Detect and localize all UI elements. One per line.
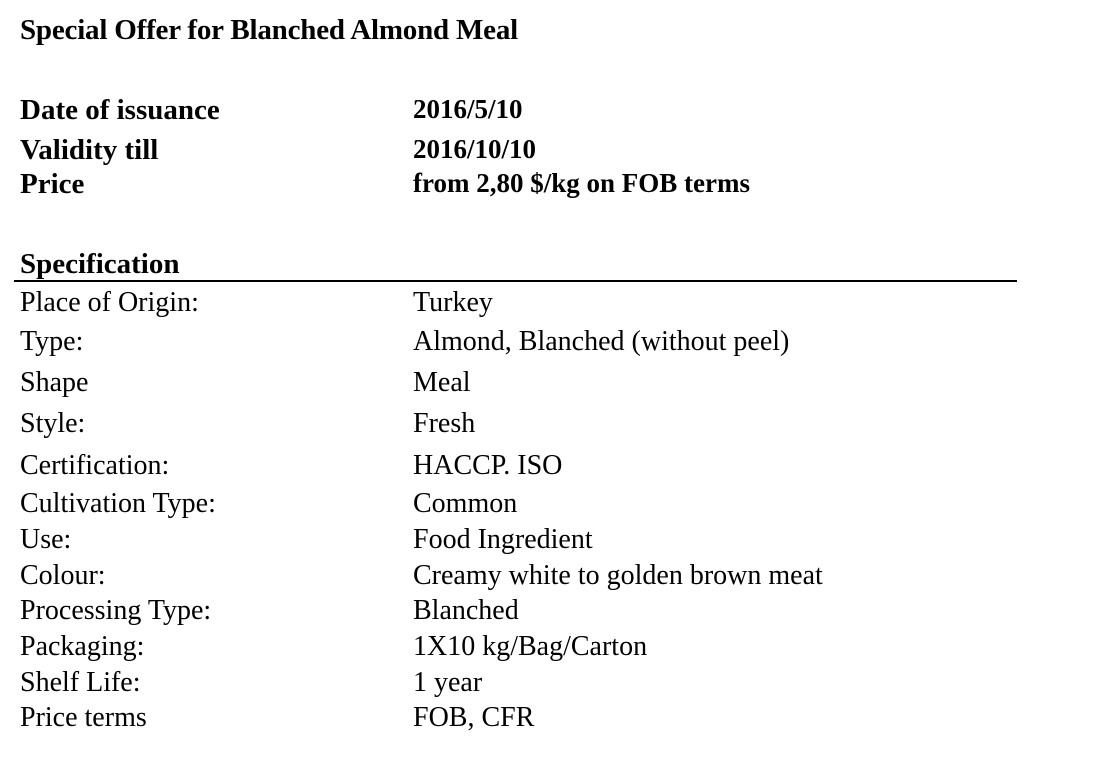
spec-label: Type: — [20, 326, 84, 357]
spec-value: 1 year — [413, 667, 483, 698]
spec-value: Creamy white to golden brown meat — [413, 560, 823, 591]
spec-value: Turkey — [413, 287, 493, 318]
meta-label: Price — [20, 168, 85, 200]
spec-value: Almond, Blanched (without peel) — [413, 326, 790, 357]
spec-value: HACCP. ISO — [413, 450, 563, 481]
meta-label: Validity till — [20, 134, 159, 166]
specification-divider — [14, 280, 1017, 282]
spec-label: Shelf Life: — [20, 667, 141, 698]
spec-value: Food Ingredient — [413, 524, 593, 555]
spec-label: Certification: — [20, 450, 170, 481]
spec-value: Blanched — [413, 595, 519, 626]
spec-label: Packaging: — [20, 631, 145, 662]
meta-label: Date of issuance — [20, 94, 220, 126]
spec-label: Use: — [20, 524, 72, 555]
spec-label: Cultivation Type: — [20, 488, 216, 519]
spec-label: Colour: — [20, 560, 106, 591]
meta-value: 2016/5/10 — [413, 94, 523, 124]
spec-label: Price terms — [20, 702, 147, 733]
spec-value: Meal — [413, 367, 471, 398]
spec-value: Fresh — [413, 408, 476, 439]
meta-value: 2016/10/10 — [413, 134, 537, 164]
spec-value: Common — [413, 488, 518, 519]
spec-label: Processing Type: — [20, 595, 212, 626]
spec-label: Place of Origin: — [20, 287, 199, 318]
document-title: Special Offer for Blanched Almond Meal — [20, 14, 519, 46]
spec-value: FOB, CFR — [413, 702, 535, 733]
spec-label: Shape — [20, 367, 89, 398]
specification-heading: Specification — [20, 248, 180, 280]
spec-value: 1X10 kg/Bag/Carton — [413, 631, 648, 662]
spec-label: Style: — [20, 408, 86, 439]
meta-value: from 2,80 $/kg on FOB terms — [413, 168, 750, 198]
